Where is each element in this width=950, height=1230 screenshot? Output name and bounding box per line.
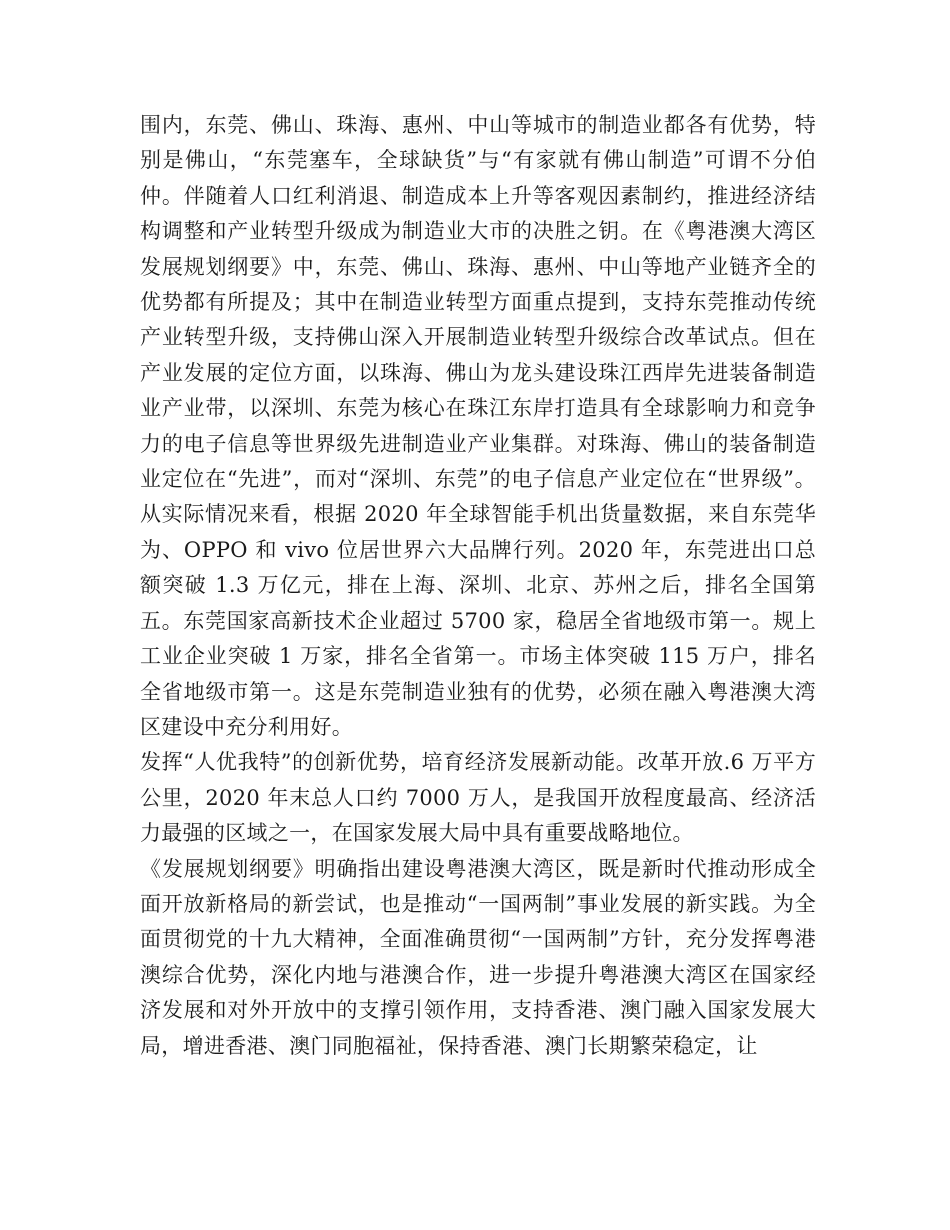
paragraph-development-plan: 《发展规划纲要》明确指出建设粤港澳大湾区，既是新时代推动形成全面开放新格局的新尝试，也是推动“一国两制”事业发展的新实践。为全面贯彻党的十九大精神，全面准确贯彻“一国两制”方针，充分发挥粤港澳综合优势，深化内地与港澳合作，进一步提升粤港澳大湾区在国家经济发展和对外开放中的支撑引领作用，支持香港、澳门融入国家发展大局，增进香港、澳门同胞福祉，保持香港、澳门长期繁荣稳定，让 (140, 856, 816, 1058)
paragraph-innovation-advantages: 发挥“人优我特”的创新优势，培育经济发展新动能。改革开放.6 万平方公里，2020 年末总人口约 7000 万人，是我国开放程度最高、经济活力最强的区域之一，在国家发展大局中具有重要战略地位。 (140, 750, 816, 846)
paragraph-manufacturing-advantages: 围内，东莞、佛山、珠海、惠州、中山等城市的制造业都各有优势，特别是佛山，“东莞塞车，全球缺货”与“有家就有佛山制造”可谓不分伯仲。伴随着人口红利消退、制造成本上升等客观因素制约，推进经济结构调整和产业转型升级成为制造业大市的决胜之钥。在《粤港澳大湾区发展规划纲要》中，东莞、佛山、珠海、惠州、中山等地产业链齐全的优势都有所提及；其中在制造业转型方面重点提到，支持东莞推动传统产业转型升级，支持佛山深入开展制造业转型升级综合改革试点。但在产业发展的定位方面，以珠海、佛山为龙头建设珠江西岸先进装备制造业产业带，以深圳、东莞为核心在珠江东岸打造具有全球影响力和竞争力的电子信息等世界级先进制造业产业集群。对珠海、佛山的装备制造业定位在“先进”，而对“深圳、东莞”的电子信息产业定位在“世界级”。从实际情况来看，根据 2020 年全球智能手机出货量数据，来自东莞华为、OPPO 和 vivo 位居世界六大品牌行列。2020 年，东莞进出口总额突破 1.3 万亿元，排在上海、深圳、北京、苏州之后，排名全国第五。东莞国家高新技术企业超过 5700 家，稳居全省地级市第一。规上工业企业突破 1 万家，排名全省第一。市场主体突破 115 万户，排名全省地级市第一。这是东莞制造业独有的优势，必须在融入粤港澳大湾区建设中充分利用好。 (140, 113, 816, 739)
document-page (140, 108, 816, 1064)
